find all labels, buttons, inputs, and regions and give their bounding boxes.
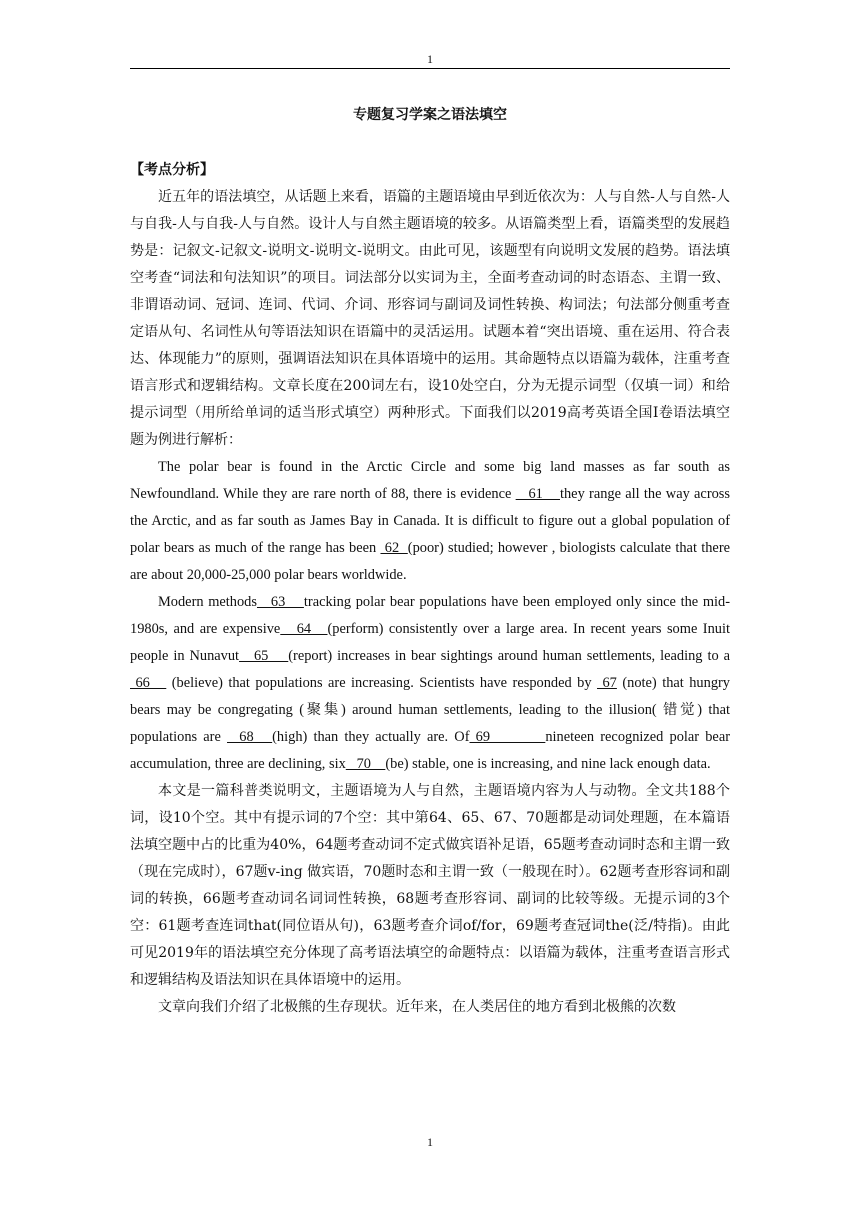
analysis-paragraph-2: 文章向我们介绍了北极熊的生存现状。近年来，在人类居住的地方看到北极熊的次数 — [158, 999, 676, 1015]
passage-text: (perform) consistently over a large area. In recent years some Inuit people in Nunavut — [130, 621, 730, 664]
section-heading: 【考点分析】 — [130, 162, 214, 178]
passage-text: (poor) studied; however , biologists calculate that there are about 20,000-25,000 polar bears worldwide. — [130, 540, 730, 583]
english-passage — [130, 454, 730, 778]
passage-text: they range all the way across the Arctic, and as far south as James Bay in Canada. It is difficult to figure out a global population of polar bears as much of the range has been — [130, 486, 731, 556]
analysis-paragraph-1: 本文是一篇科普类说明文，主题语境为人与自然，主题语境内容为人与动物。全文共188个词，设10个空。其中有提示词的7个空：其中第64、65、67、70题都是动词处理题，在本篇语法填空题中占的比重为40%，64题考查动词不定式做宾语补足语，65题考查动词时态和主谓一致（现在完成时），67题v-ing 做宾语，70题时态和主谓一致（一般现在时）。62题考查形容词和副词的转换，66题考查动词名词词性转换，68题考查形容词、副词的比较等级。无提示词的3个空：61题考查连词that(同位语从句)，63题考查介词of/for，69题考查冠词the(泛/特指)。由此可见2019年的语法填空充分体现了高考语法填空的命题特点：以语篇为载体，注重考查语言形式和逻辑结构及语法知识在具体语境中的运用。 — [130, 783, 730, 988]
blank-64[interactable]: 64 — [280, 621, 328, 637]
footer-page-number: 1 — [427, 1135, 433, 1149]
passage-text: (believe) that populations are increasing. Scientists have responded by — [166, 675, 598, 691]
passage-paragraph-2 — [130, 589, 730, 778]
passage-text: (high) than they actually are. Of — [272, 729, 470, 745]
blank-62[interactable]: 62 — [380, 540, 408, 556]
blank-66[interactable]: 66 — [130, 675, 167, 691]
blank-61[interactable]: 61 — [515, 486, 560, 502]
passage-text: (note) that hungry bears may be congregating (聚集) around human settlements, leading to the illusion( 错觉) that populations are — [130, 675, 731, 745]
blank-63[interactable]: 63 — [256, 594, 304, 610]
passage-text: (be) stable, one is increasing, and nine lack enough data. — [385, 756, 711, 772]
document-title: 专题复习学案之语法填空 — [353, 107, 507, 123]
header-page-number: 1 — [427, 52, 433, 66]
blank-69[interactable]: 69 — [469, 729, 546, 745]
blank-70[interactable]: 70 — [345, 756, 386, 772]
blank-67[interactable]: 67 — [597, 675, 617, 691]
passage-text: Modern methods — [158, 594, 257, 610]
header-rule — [130, 68, 730, 69]
passage-text: tracking polar bear populations have been employed only since the mid-1980s, and are expensive — [130, 594, 730, 637]
blank-65[interactable]: 65 — [239, 648, 289, 664]
passage-text: The polar bear is found in the Arctic Circle and some big land masses as far south as Newfoundland. While they are rare north of 88, there is evidence — [130, 459, 730, 502]
passage-paragraph-1 — [130, 454, 730, 589]
passage-text: nineteen recognized polar bear accumulation, three are declining, six — [130, 729, 730, 772]
passage-text: (report) increases in bear sightings around human settlements, leading to a — [288, 648, 731, 664]
blank-68[interactable]: 68 — [227, 729, 273, 745]
intro-paragraph: 近五年的语法填空，从话题上来看，语篇的主题语境由早到近依次为：人与自然-人与自然-人与自我-人与自我-人与自然。设计人与自然主题语境的较多。从语篇类型上看，语篇类型的发展趋势是：记叙文-记叙文-说明文-说明文-说明文。由此可见，该题型有向说明文发展的趋势。语法填空考查“词法和句法知识”的项目。词法部分以实词为主，全面考查动词的时态语态、主谓一致、非谓语动词、冠词、连词、代词、介词、形容词与副词及词性转换、构词法；句法部分侧重考查定语从句、名词性从句等语法知识在语篇中的灵活运用。试题本着“突出语境、重在运用、符合表达、体现能力”的原则，强调语法知识在具体语境中的运用。其命题特点以语篇为载体，注重考查语言形式和逻辑结构。文章长度在200词左右，设10处空白，分为无提示词型（仅填一词）和给提示词型（用所给单词的适当形式填空）两种形式。下面我们以2019高考英语全国Ⅰ卷语法填空题为例进行解析： — [130, 189, 730, 448]
document-body — [130, 157, 730, 1021]
